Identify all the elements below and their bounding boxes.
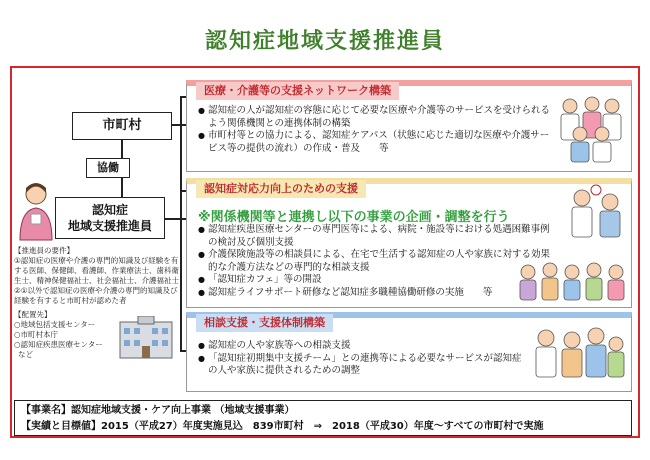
list-item: ● 認知症疾患医療センターの専門医等による、病院・施設等における処遇困難事例の検討及び個別支援 [198,224,558,249]
building-illustration [118,316,174,360]
capability-headline: ※関係機関等と連携し以下の事業の企画・調整を行う [198,210,510,225]
capability-list [198,224,558,299]
requirements-item: ①認知症の医療や介護の専門的知識及び経験を有する医師、保健師、看護師、作業療法士、歯科衛生士、精神保健福祉士、社会福祉士、介護福祉士 [14,256,179,285]
family-illustration [532,320,628,384]
placement-item: など [18,350,33,359]
kyodo-box: 協働 [86,158,130,178]
requirements-heading: 【推進員の要件】 [14,246,74,255]
consultation-list [198,340,528,378]
network-list [198,105,550,155]
project-name: 【事業名】認知症地域支援・ケア向上事業 （地域支援事業） [21,405,295,416]
suishin-line2: 地域支援推進員 [67,219,152,233]
summary-box [14,400,632,436]
page-title: 認知症地域支援推進員 [204,29,445,54]
capability-section-label: 認知症対応力向上のための支援 [196,180,366,198]
shichoson-box: 市町村 [72,112,172,140]
list-item: ● 介護保険施設等の相談員による、在宅で生活する認知症の人や家族に対する効果的な介護方法などの専門的な相談支援 [198,249,558,274]
placement-item: ○認知症疾患医療センター [14,340,103,349]
network-section-label: 医療・介護等の支援ネットワーク構築 [196,82,399,100]
supporter-illustration [14,180,58,242]
targets-line: 【実績と目標値】2015（平成27）年度実施見込 839市町村 ⇒ 2018（平成30）年度～すべての市町村で実施 [21,421,544,432]
suishin-box [55,197,165,239]
medical-staff-illustration [552,94,628,164]
consultation-illustration [566,184,628,242]
list-item: ● 認知症の人が認知症の容態に応じて必要な医療や介護等のサービスを受けられるよう関係機関との連携体制の構築 [198,105,550,130]
requirements-item: ②①以外で認知症の医療や介護の専門的知識及び経験を有すると市町村が認めた者 [14,286,178,305]
consultation-section-label: 相談支援・支援体制構築 [196,314,333,332]
list-item: ● 「認知症カフェ」等の開設 [198,274,558,287]
placement-item: ○地域包括支援センター [14,320,96,329]
placement-item: ○市町村本庁 [14,330,59,339]
cafe-group-illustration [516,258,628,306]
list-item: ● 認知症の人や家族等への相談支援 [198,340,528,353]
list-item: ● 市町村等との協力による、認知症ケアパス（状態に応じた適切な医療や介護サービス等の提供の流れ）の作成・普及 等 [198,130,550,155]
list-item: ● 認知症ライフサポート研修など認知症多職種協働研修の実施 等 [198,287,558,300]
list-item: ● 「認知症初期集中支援チーム」との連携等による必要なサービスが認知症の人や家族に提供されるための調整 [198,353,528,378]
suishin-line1: 認知症 [91,203,128,217]
placement-heading: 【配置先】 [14,310,52,319]
